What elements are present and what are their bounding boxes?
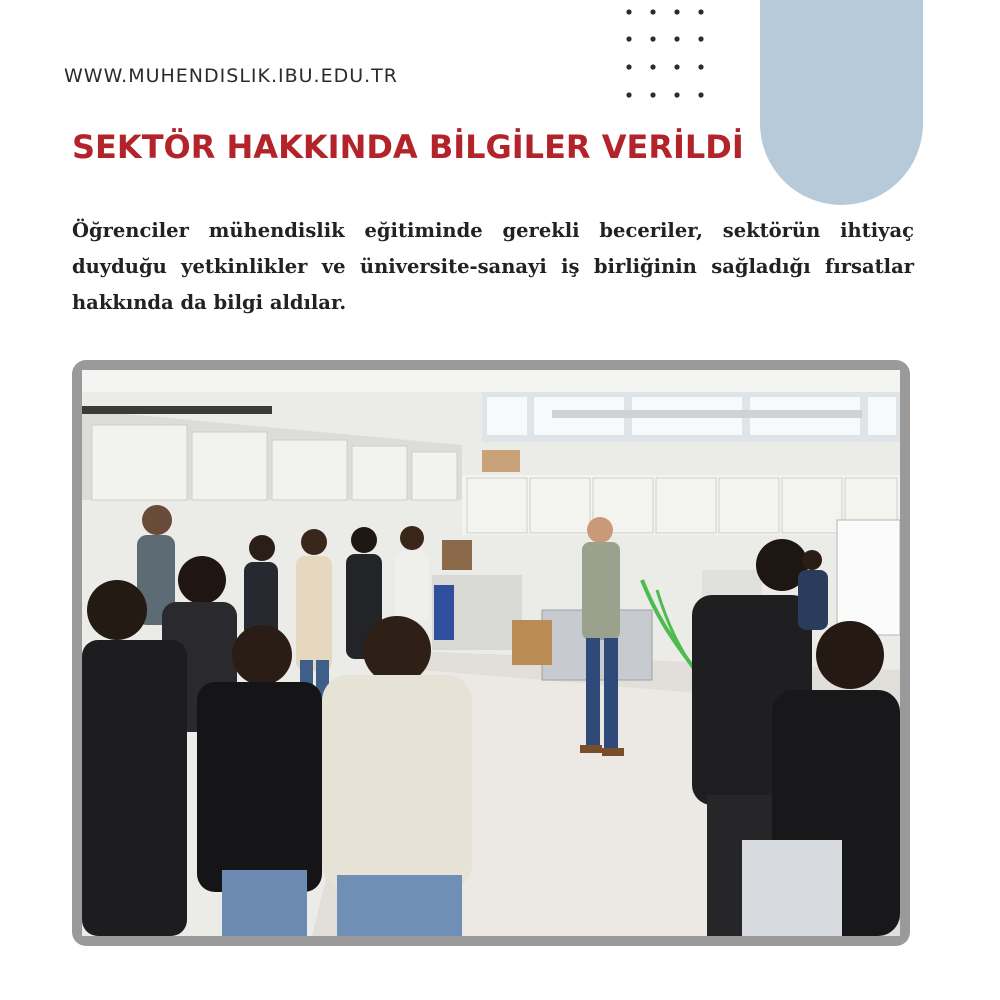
site-url: WWW.MUHENDISLIK.IBU.EDU.TR xyxy=(64,65,398,87)
decorative-arch-shape xyxy=(760,0,923,205)
decorative-dot-grid xyxy=(622,6,718,102)
headline: SEKTÖR HAKKINDA BİLGİLER VERİLDİ xyxy=(72,128,744,166)
article-body: Öğrenciler mühendislik eğitiminde gerekli beceriler, sektörün ihtiyaç duyduğu yetkinlikler ve üniversite-sanayi iş birliğinin sağladığı fırsatlar hakkında da bilgi aldılar. xyxy=(72,219,914,314)
lab-photo xyxy=(82,370,900,936)
photo-frame xyxy=(72,360,910,946)
